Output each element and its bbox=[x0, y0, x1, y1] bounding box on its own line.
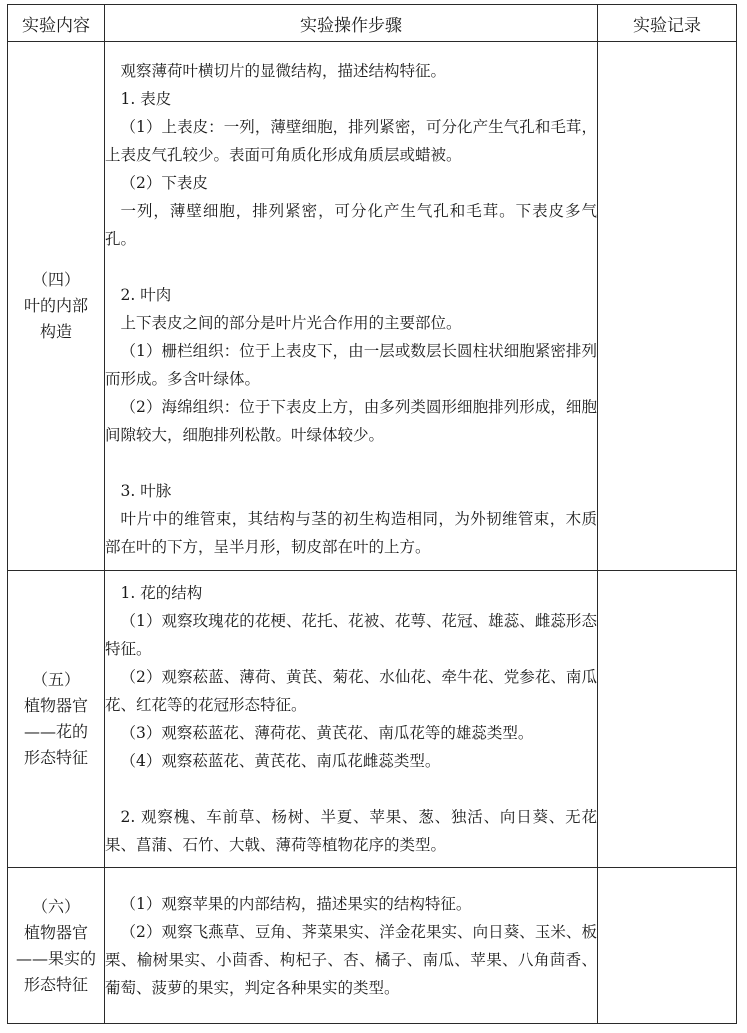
name-line: 植物器官 bbox=[23, 696, 88, 715]
step-text: （4）观察菘蓝花、黄芪花、南瓜花雌蕊类型。 bbox=[120, 752, 441, 770]
name-line: 形态特征 bbox=[23, 748, 88, 767]
step-text: （2）海绵组织：位于下表皮上方，由多列类圆形细胞排列形成，细胞间隙较大，细胞排列松散。叶绿体较少。 bbox=[105, 398, 597, 444]
step-text: 一列，薄壁细胞，排列紧密，可分化产生气孔和毛茸。下表皮多气孔。 bbox=[105, 202, 597, 248]
step-text: 上下表皮之间的部分是叶片光合作用的主要部位。 bbox=[120, 314, 462, 332]
spacer bbox=[105, 449, 597, 477]
step-text: （3）观察菘蓝花、薄荷花、黄芪花、南瓜花等的雄蕊类型。 bbox=[120, 724, 534, 742]
spacer bbox=[105, 253, 597, 281]
step-text: （1）观察苹果的内部结构，描述果实的结构特征。 bbox=[120, 894, 472, 913]
experiment-name bbox=[8, 42, 105, 571]
experiment-name bbox=[8, 571, 105, 868]
spacer bbox=[105, 775, 597, 803]
table-header-row bbox=[8, 5, 737, 42]
step-text: （2）下表皮 bbox=[120, 174, 208, 192]
name-line: ——果实的 bbox=[15, 948, 96, 968]
name-line: ——花的 bbox=[23, 722, 88, 741]
step-text: （2）观察飞燕草、豆角、荠菜果实、洋金花果实、向日葵、玉米、板栗、榆树果实、小茴香、枸杞子、杏、橘子、南瓜、苹果、八角茴香、葡萄、菠萝的果实，判定各种果实的类型。 bbox=[105, 922, 597, 997]
experiment-table bbox=[7, 4, 737, 1024]
name-line: 构造 bbox=[39, 322, 72, 341]
table-row bbox=[8, 571, 737, 868]
step-text: 1. 花的结构 bbox=[120, 584, 203, 602]
step-text: （1）栅栏组织：位于上表皮下，由一层或数层长圆柱状细胞紧密排列而形成。多含叶绿体。 bbox=[105, 342, 597, 388]
step-text: 叶片中的维管束，其结构与茎的初生构造相同，为外韧维管束，木质部在叶的下方，呈半月形，韧皮部在叶的上方。 bbox=[105, 510, 597, 556]
step-text: 2. 叶肉 bbox=[120, 286, 172, 304]
step-text: （2）观察菘蓝、薄荷、黄芪、菊花、水仙花、牵牛花、党参花、南瓜花、红花等的花冠形态特征。 bbox=[105, 668, 597, 714]
table-row bbox=[8, 42, 737, 571]
step-text: 1. 表皮 bbox=[120, 90, 172, 108]
step-text: 观察薄荷叶横切片的显微结构，描述结构特征。 bbox=[120, 62, 447, 80]
step-text: 3. 叶脉 bbox=[120, 482, 172, 500]
name-line: 叶的内部 bbox=[23, 296, 88, 315]
name-line: （四） bbox=[31, 270, 80, 289]
header-steps: 实验操作步骤 bbox=[105, 5, 598, 42]
name-line: （六） bbox=[31, 896, 80, 916]
name-line: 形态特征 bbox=[23, 974, 88, 994]
record-cell bbox=[598, 868, 737, 1024]
experiment-steps bbox=[105, 868, 598, 1024]
step-text: 2. 观察槐、车前草、杨树、半夏、苹果、葱、独活、向日葵、无花果、菖蒲、石竹、大戟、薄荷等植物花序的类型。 bbox=[105, 808, 597, 854]
header-record: 实验记录 bbox=[598, 5, 737, 42]
record-cell bbox=[598, 42, 737, 571]
name-line: 植物器官 bbox=[23, 922, 88, 942]
table-row bbox=[8, 868, 737, 1024]
name-line: （五） bbox=[31, 670, 80, 689]
step-text: （1）上表皮：一列，薄壁细胞，排列紧密，可分化产生气孔和毛茸，上表皮气孔较少。表面可角质化形成角质层或蜡被。 bbox=[105, 118, 597, 164]
record-cell bbox=[598, 571, 737, 868]
step-text: （1）观察玫瑰花的花梗、花托、花被、花萼、花冠、雄蕊、雌蕊形态特征。 bbox=[105, 612, 597, 658]
experiment-steps bbox=[105, 42, 598, 571]
experiment-name bbox=[8, 868, 105, 1024]
header-content: 实验内容 bbox=[8, 5, 105, 42]
experiment-steps bbox=[105, 571, 598, 868]
